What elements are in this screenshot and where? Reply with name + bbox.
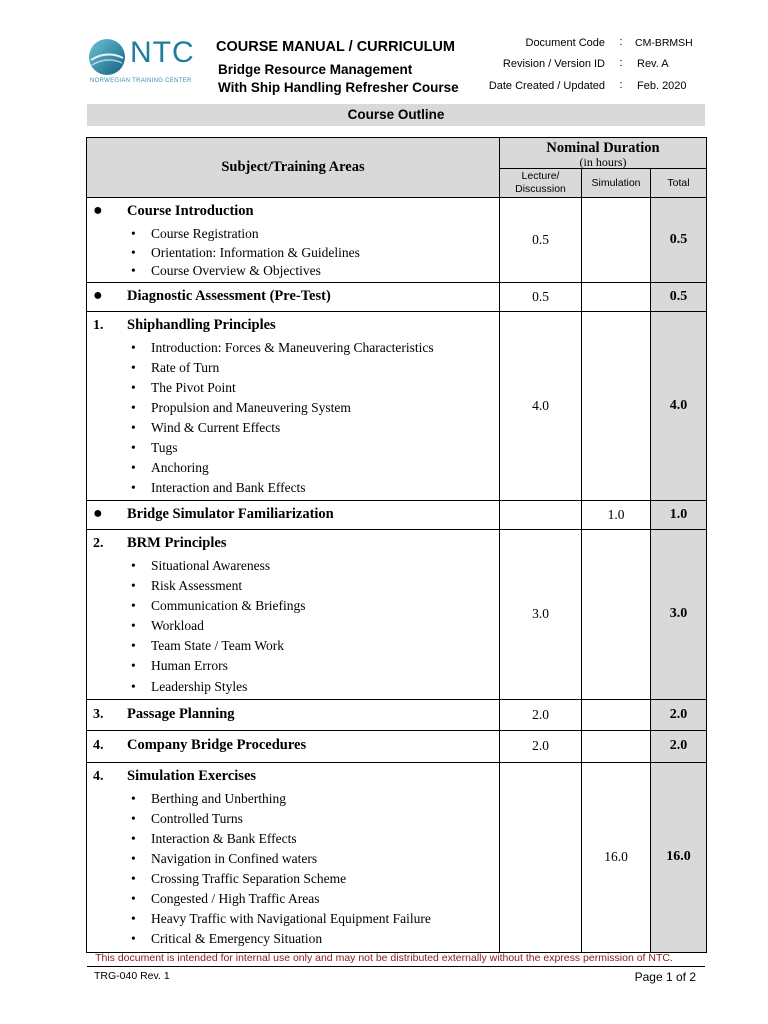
table-row	[87, 730, 707, 762]
topic-item: • Berthing and Unberthing	[127, 791, 499, 811]
section-number: 2.	[93, 535, 104, 551]
topic-item: • Anchoring	[127, 460, 499, 480]
total-hours-cell: 2.0	[651, 730, 707, 762]
training-area-title: Diagnostic Assessment (Pre-Test)	[127, 287, 331, 304]
topic-item: • Course Overview & Objectives	[127, 263, 499, 282]
topic-list	[127, 340, 499, 500]
topic-item: • Situational Awareness	[127, 558, 499, 578]
document-title: COURSE MANUAL / CURRICULUM	[216, 39, 455, 55]
simulation-hours-cell	[582, 311, 651, 500]
simulation-hours-cell	[582, 730, 651, 762]
meta-label-document-code: Document Code	[525, 37, 605, 49]
topic-item: • Tugs	[127, 440, 499, 460]
nominal-duration-unit: (in hours)	[579, 155, 627, 169]
training-area-cell	[87, 730, 500, 762]
logo-subtitle: NORWEGIAN TRAINING CENTER	[90, 78, 192, 84]
topic-item: • Crossing Traffic Separation Scheme	[127, 871, 499, 891]
training-area-cell	[87, 500, 500, 529]
topic-item: • Introduction: Forces & Maneuvering Characteristics	[127, 340, 499, 360]
topic-item: • Heavy Traffic with Navigational Equipment Failure	[127, 911, 499, 931]
total-column-header: Total	[651, 169, 707, 198]
topic-item: • Workload	[127, 618, 499, 638]
logo-text: NTC	[130, 36, 195, 69]
table-row	[87, 282, 707, 311]
topic-item: • Interaction & Bank Effects	[127, 831, 499, 851]
training-area-cell	[87, 699, 500, 730]
training-area-title: Simulation Exercises	[127, 767, 257, 784]
lecture-hours-cell	[500, 762, 582, 952]
table-body	[87, 198, 707, 953]
total-hours-cell: 3.0	[651, 529, 707, 699]
topic-item: • Propulsion and Maneuvering System	[127, 400, 499, 420]
form-code: TRG-040 Rev. 1	[94, 970, 170, 982]
lecture-hours-cell	[500, 500, 582, 529]
lecture-hours-cell: 2.0	[500, 699, 582, 730]
topic-item: • Human Errors	[127, 658, 499, 678]
nominal-duration-title: Nominal Duration	[546, 140, 660, 156]
bullet-marker: ●	[93, 202, 103, 219]
table-row	[87, 762, 707, 952]
lecture-hours-cell: 3.0	[500, 529, 582, 699]
total-hours-cell: 1.0	[651, 500, 707, 529]
lecture-header-line-1: Lecture/	[521, 170, 560, 182]
topic-item: • Risk Assessment	[127, 578, 499, 598]
meta-colon: :	[619, 79, 623, 91]
topic-list	[127, 558, 499, 699]
training-area-cell	[87, 311, 500, 500]
topic-item: • The Pivot Point	[127, 380, 499, 400]
lecture-hours-cell: 2.0	[500, 730, 582, 762]
table-row	[87, 311, 707, 500]
simulation-column-header: Simulation	[582, 169, 651, 198]
ntc-logo-icon	[88, 38, 126, 76]
nominal-duration-header	[500, 138, 707, 169]
topic-item: • Course Registration	[127, 226, 499, 245]
topic-list	[127, 791, 499, 951]
training-area-title: BRM Principles	[127, 534, 227, 551]
section-number: 4.	[93, 738, 104, 754]
topic-item: • Wind & Current Effects	[127, 420, 499, 440]
topic-item: • Congested / High Traffic Areas	[127, 891, 499, 911]
distribution-notice: This document is intended for internal use only and may not be distributed externally without the express permission of NTC.	[95, 952, 673, 964]
course-name-line-1: Bridge Resource Management	[218, 62, 413, 77]
topic-item: • Controlled Turns	[127, 811, 499, 831]
meta-value-document-code: CM-BRMSH	[635, 37, 693, 49]
simulation-hours-cell: 1.0	[582, 500, 651, 529]
document-header	[0, 0, 768, 100]
simulation-hours-cell	[582, 529, 651, 699]
table-row	[87, 699, 707, 730]
lecture-hours-cell: 4.0	[500, 311, 582, 500]
bullet-marker: ●	[93, 504, 103, 522]
table-row	[87, 529, 707, 699]
training-area-title: Company Bridge Procedures	[127, 737, 307, 754]
simulation-hours-cell	[582, 282, 651, 311]
simulation-hours-cell	[582, 699, 651, 730]
meta-colon: :	[619, 57, 623, 69]
meta-label-date: Date Created / Updated	[488, 80, 605, 92]
topic-item: • Navigation in Confined waters	[127, 851, 499, 871]
training-area-cell	[87, 198, 500, 283]
topic-item: • Leadership Styles	[127, 679, 499, 699]
training-area-title: Bridge Simulator Familiarization	[127, 505, 334, 522]
simulation-hours-cell	[582, 198, 651, 283]
section-number: 3.	[93, 706, 104, 722]
meta-value-revision: Rev. A	[637, 58, 669, 70]
meta-label-revision: Revision / Version ID	[502, 58, 605, 70]
training-area-cell	[87, 282, 500, 311]
training-area-title: Course Introduction	[127, 203, 254, 219]
total-hours-cell: 0.5	[651, 198, 707, 283]
ntc-logo	[88, 38, 208, 88]
subject-header: Subject/Training Areas	[87, 138, 500, 198]
total-hours-cell: 4.0	[651, 311, 707, 500]
course-outline-heading: Course Outline	[87, 104, 705, 126]
meta-colon: :	[619, 36, 623, 48]
section-number: 1.	[93, 317, 104, 333]
topic-item: • Team State / Team Work	[127, 638, 499, 658]
training-area-cell	[87, 762, 500, 952]
lecture-hours-cell: 0.5	[500, 198, 582, 283]
total-hours-cell: 0.5	[651, 282, 707, 311]
footer-divider	[87, 966, 705, 967]
lecture-header-line-2: Discussion	[515, 183, 566, 195]
training-area-title: Shiphandling Principles	[127, 316, 276, 333]
lecture-column-header	[500, 169, 582, 198]
simulation-hours-cell: 16.0	[582, 762, 651, 952]
course-outline-table	[86, 137, 707, 953]
topic-item: • Critical & Emergency Situation	[127, 931, 499, 951]
table-row	[87, 198, 707, 283]
section-number: 4.	[93, 768, 104, 784]
total-hours-cell: 16.0	[651, 762, 707, 952]
training-area-cell	[87, 529, 500, 699]
course-name-line-2: With Ship Handling Refresher Course	[218, 80, 459, 95]
topic-item: • Rate of Turn	[127, 360, 499, 380]
topic-item: • Orientation: Information & Guidelines	[127, 245, 499, 264]
topic-item: • Interaction and Bank Effects	[127, 480, 499, 500]
table-row	[87, 500, 707, 529]
training-area-title: Passage Planning	[127, 705, 235, 722]
bullet-marker: ●	[93, 286, 103, 304]
lecture-hours-cell: 0.5	[500, 282, 582, 311]
meta-value-date: Feb. 2020	[637, 80, 687, 92]
topic-list	[127, 226, 499, 282]
page-number: Page 1 of 2	[634, 970, 696, 984]
topic-item: • Communication & Briefings	[127, 598, 499, 618]
total-hours-cell: 2.0	[651, 699, 707, 730]
